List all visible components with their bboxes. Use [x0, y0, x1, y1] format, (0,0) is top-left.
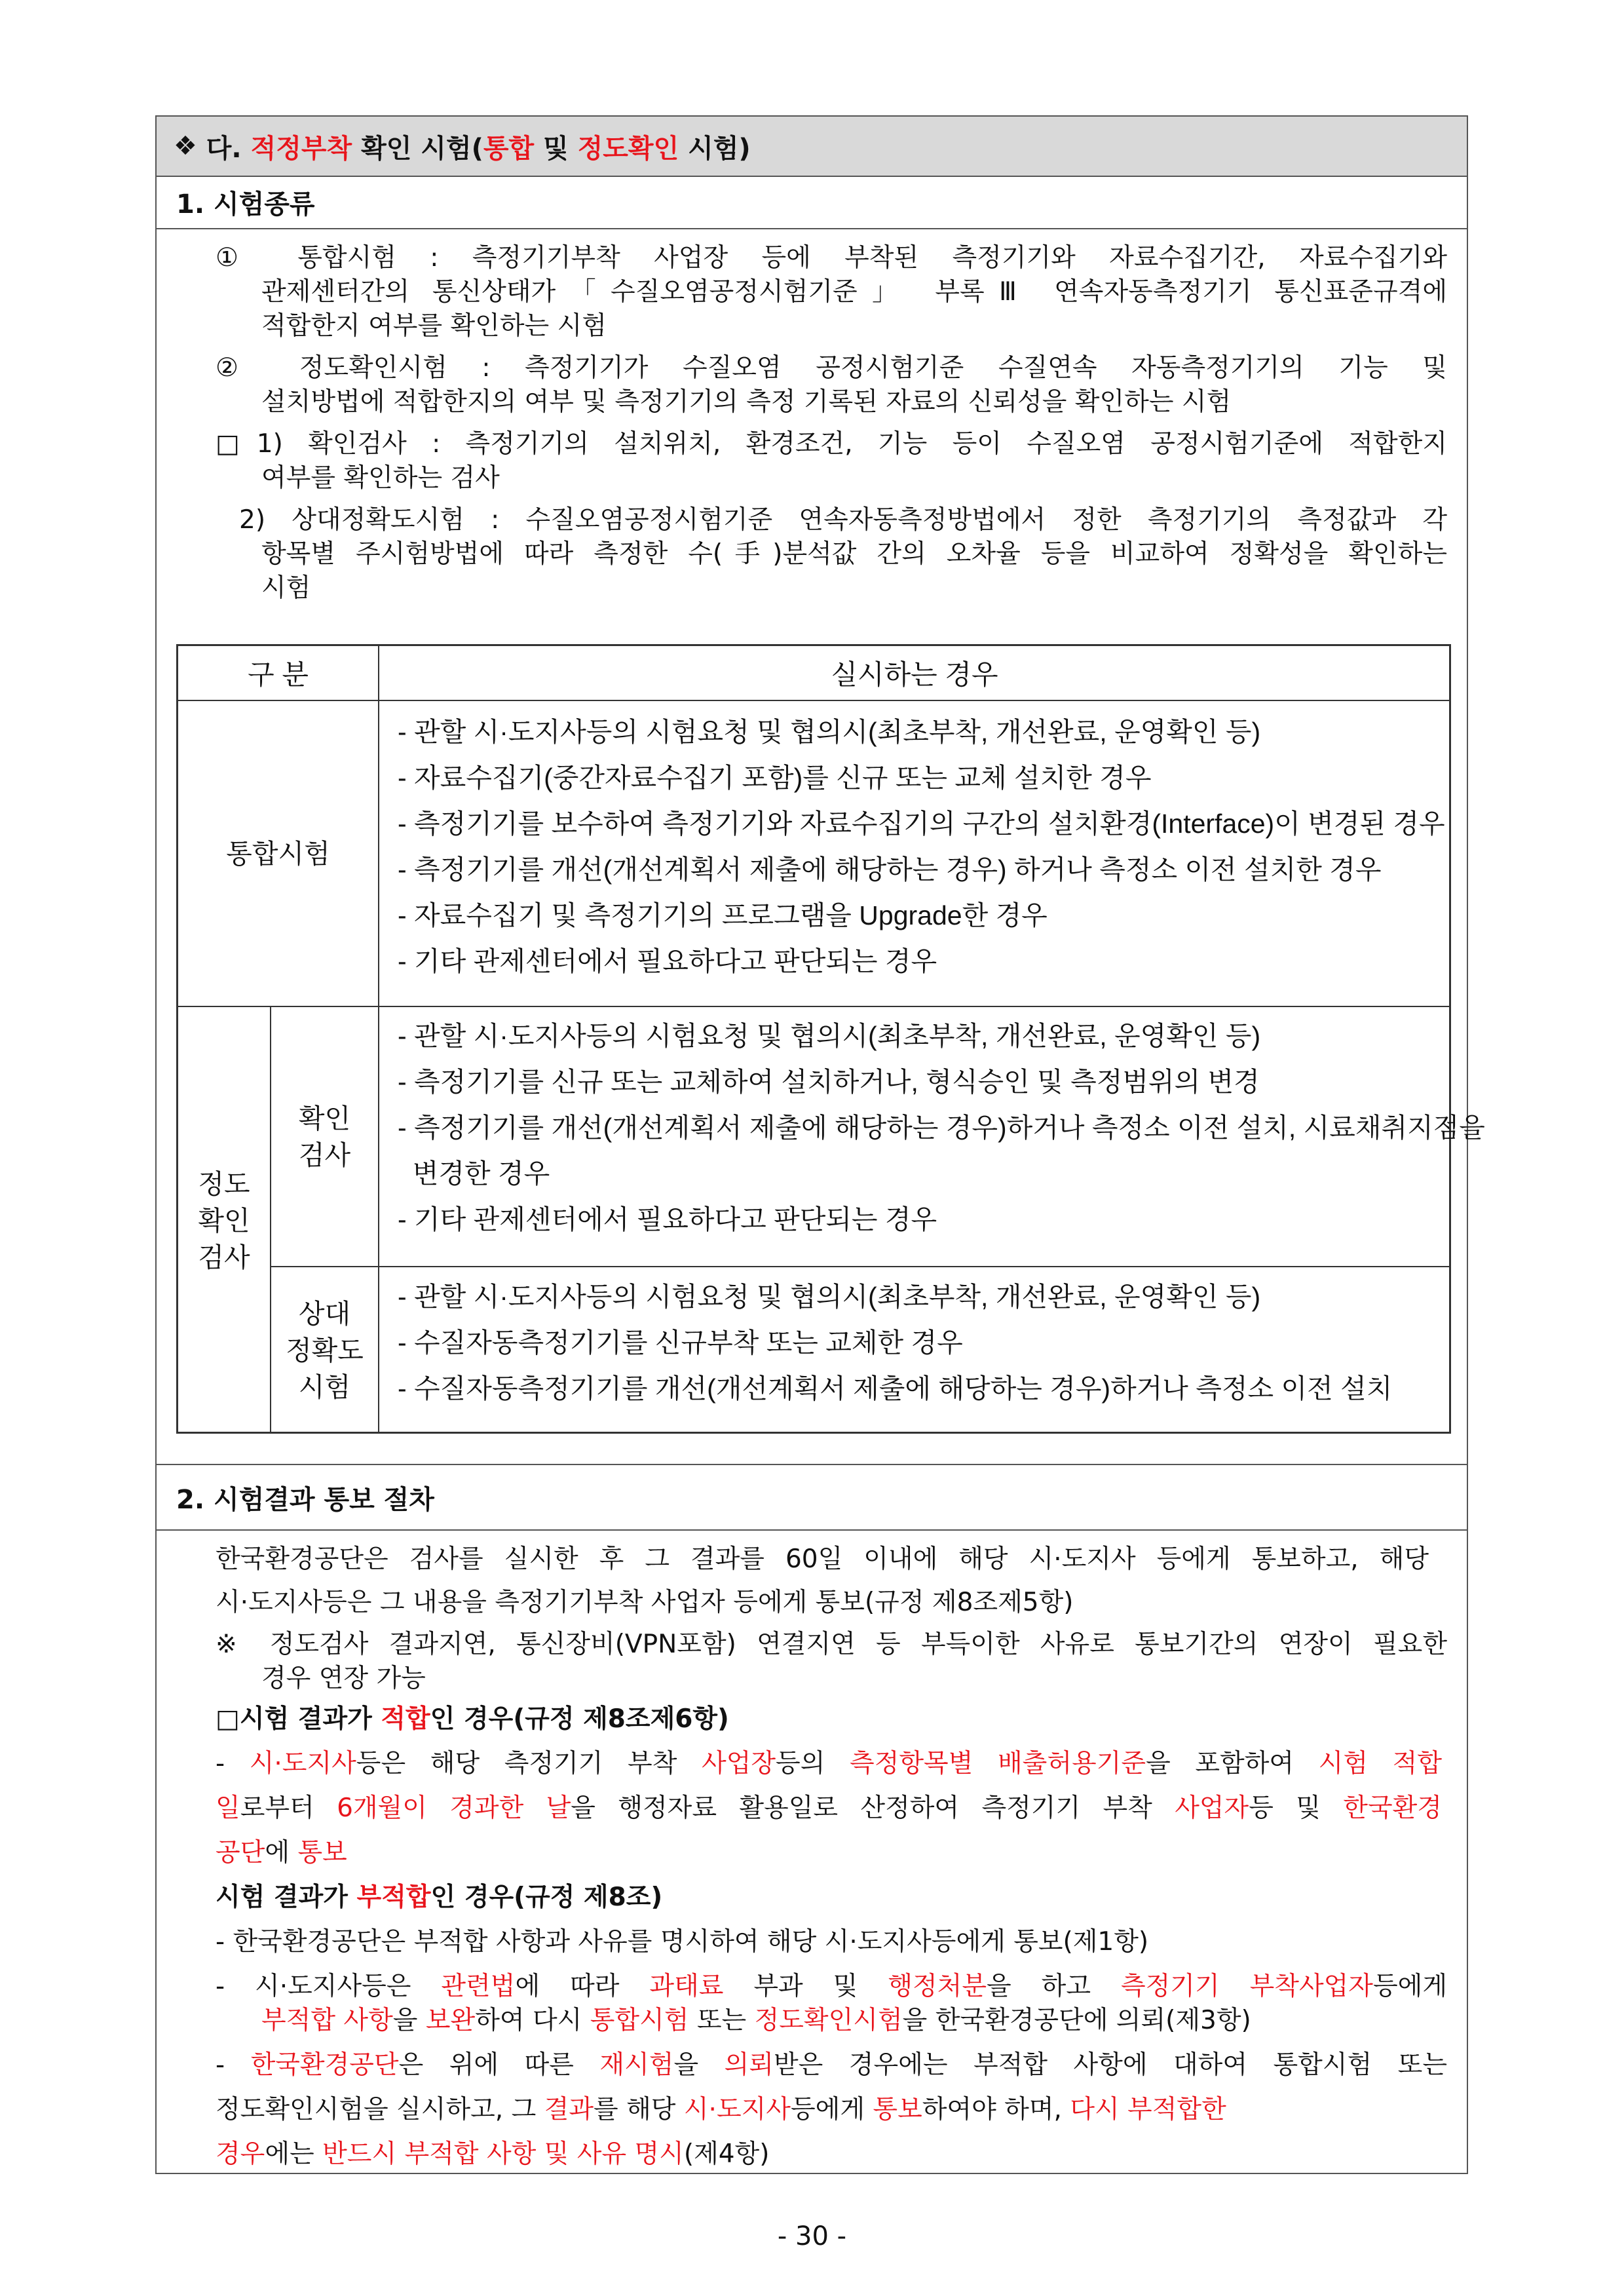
item1-line1: ① 통합시험 : 측정기기부착 사업장 등에 부착된 측정기기와 자료수집기간, 자료수집기와 — [216, 243, 1447, 273]
text-run: 에 따라 — [515, 1972, 650, 2001]
text-run-highlight: 과태료 — [649, 1972, 724, 2001]
text-run: 을 한국환경공단에 의뢰(제3항) — [902, 2006, 1251, 2035]
row-label-verification — [271, 1007, 378, 1266]
pass-line2 — [216, 1791, 1442, 1826]
label-line: 검사 — [198, 1242, 250, 1272]
sub2-line2: 항목별 주시험방법에 따라 측정한 수(手)분석값 간의 오차율 등을 비교하여 정확성을 확인하는 — [261, 539, 1447, 569]
sub1-line2: 여부를 확인하는 검사 — [261, 463, 500, 493]
text-run: 을 — [673, 2050, 725, 2080]
text-run-highlight: 경우 — [216, 2139, 265, 2169]
list-item: - 측정기기를 보수하여 측정기기와 자료수집기의 구간의 설치환경(Interface)이 변경된 경우 — [398, 809, 1445, 839]
fail-item3-line2 — [216, 2093, 1226, 2127]
text-run: 등의 — [776, 1749, 850, 1778]
divider — [157, 228, 1467, 229]
integrated-cases — [379, 709, 1447, 984]
text-run: 을 하고 — [987, 1972, 1121, 2001]
text-run-highlight: 일 — [216, 1793, 240, 1823]
text-run-highlight: 6개월이 경과한 날 — [337, 1793, 571, 1823]
text-run-highlight: 보완 — [425, 2006, 476, 2035]
fail-item3-line3 — [216, 2137, 769, 2172]
text-run: 을 — [392, 2006, 426, 2035]
section2-title: 2. 시험결과 통보 절차 — [176, 1484, 434, 1515]
diamond-bullet-icon: ❖ — [174, 131, 197, 161]
header-prefix: 다. — [206, 133, 242, 164]
col-header-cases: 실시하는 경우 — [831, 659, 998, 690]
text-run: 또는 — [689, 2006, 755, 2035]
text-run: 은 위에 따른 — [398, 2050, 600, 2080]
text-run-highlight: 결과 — [544, 2095, 594, 2124]
header-text: 확인 시험( — [361, 133, 483, 164]
pass-heading-text: □시험 결과가 — [216, 1704, 381, 1734]
list-item: - 자료수집기(중간자료수집기 포함)를 신규 또는 교체 설치한 경우 — [398, 763, 1152, 793]
section-header — [157, 117, 1467, 177]
header-keyword-attachment: 적정부착 — [250, 133, 352, 164]
fail-heading — [216, 1881, 662, 1915]
notice-line2: 시·도지사등은 그 내용을 측정기기부착 사업자 등에게 통보(규정 제8조제5항) — [216, 1588, 1074, 1617]
text-run: 등 및 — [1249, 1793, 1344, 1823]
list-item: - 수질자동측정기기를 개선(개선계획서 제출에 해당하는 경우)하거나 측정소 이전 설치 — [398, 1373, 1393, 1404]
text-run: 정도확인시험을 실시하고, 그 — [216, 2095, 544, 2124]
text-run: 부과 및 — [723, 1972, 888, 2001]
text-run: - — [216, 1749, 250, 1778]
list-item: - 관할 시·도지사등의 시험요청 및 협의시(최초부착, 개선완료, 운영확인 등) — [398, 1282, 1261, 1312]
sub2-line1: 2) 상대정확도시험 : 수질오염공정시험기준 연속자동측정방법에서 정한 측정기기의 측정값과 각 — [239, 505, 1447, 535]
item2-line2: 설치방법에 적합한지의 여부 및 측정기기의 측정 기록된 자료의 신뢰성을 확인하는 시험 — [261, 387, 1232, 417]
text-run: 로부터 — [240, 1793, 337, 1823]
text-run: 에는 — [265, 2139, 323, 2169]
fail-heading-keyword: 부적합 — [356, 1883, 431, 1912]
text-run-highlight: 반드시 부적합 사항 및 사유 명시 — [322, 2139, 684, 2169]
list-item: - 관할 시·도지사등의 시험요청 및 협의시(최초부착, 개선완료, 운영확인 등) — [398, 1021, 1261, 1051]
text-run-highlight: 다시 부적합한 — [1070, 2095, 1226, 2124]
verification-cases — [379, 1013, 1485, 1242]
header-keyword-accuracy: 정도확인 — [577, 133, 679, 164]
note-line2: 경우 연장 가능 — [261, 1664, 426, 1693]
text-run: 을 포함하여 — [1146, 1749, 1319, 1778]
item2-line1: ② 정도확인시험 : 측정기기가 수질오염 공정시험기준 수질연속 자동측정기기의 기능 및 — [216, 353, 1447, 383]
text-run-highlight: 시·도지사 — [249, 1749, 356, 1778]
section1-title: 1. 시험종류 — [176, 189, 315, 220]
text-run: 등은 해당 측정기기 부착 — [356, 1749, 702, 1778]
list-item: - 수질자동측정기기를 신규부착 또는 교체한 경우 — [398, 1328, 963, 1358]
test-cases-table — [176, 644, 1485, 1434]
pass-line3 — [216, 1836, 347, 1870]
sub1-line1: □1) 확인검사 : 측정기기의 설치위치, 환경조건, 기능 등이 수질오염 공정시험기준에 적합한지 — [216, 429, 1447, 459]
text-run-highlight: 측정항목별 배출허용기준 — [850, 1749, 1146, 1778]
row-label-relative-accuracy — [271, 1267, 378, 1434]
list-item: 변경한 경우 — [398, 1158, 550, 1189]
text-run-highlight: 의뢰 — [724, 2050, 774, 2080]
label-line: 정확도 — [286, 1335, 364, 1366]
header-suffix: 시험) — [688, 133, 751, 164]
text-run-highlight: 통보 — [297, 1838, 347, 1867]
pass-heading-suffix: 인 경우(규정 제8조제6항) — [430, 1704, 729, 1734]
text-run-highlight: 관련법 — [441, 1972, 516, 2001]
divider — [157, 1529, 1467, 1531]
text-run-highlight: 행정처분 — [888, 1972, 987, 2001]
col-header-category: 구 분 — [248, 659, 309, 690]
pass-line1 — [216, 1747, 1442, 1781]
pass-heading-keyword: 적합 — [381, 1704, 430, 1734]
list-item: - 관할 시·도지사등의 시험요청 및 협의시(최초부착, 개선완료, 운영확인 등) — [398, 717, 1261, 747]
document-frame — [155, 115, 1485, 2174]
fail-item3-line1 — [216, 2048, 1447, 2082]
list-item: - 측정기기를 개선(개선계획서 제출에 해당하는 경우)하거나 측정소 이전 설치, 시료채취지점을 — [398, 1113, 1485, 1143]
text-run-highlight: 공단 — [216, 1838, 265, 1867]
list-item: - 기타 관제센터에서 필요하다고 판단되는 경우 — [398, 946, 937, 976]
label-line: 확인 — [298, 1103, 351, 1134]
text-run: - — [216, 2050, 251, 2080]
text-run-highlight: 사업자 — [1175, 1793, 1249, 1823]
note-line1: ※ 정도검사 결과지연, 통신장비(VPN포함) 연결지연 등 부득이한 사유로 통보기간의 연장이 필요한 — [216, 1630, 1447, 1659]
list-item: - 측정기기를 개선(개선계획서 제출에 해당하는 경우) 하거나 측정소 이전 설치한 경우 — [398, 854, 1382, 885]
pass-heading — [216, 1702, 729, 1736]
text-run: (제4항) — [683, 2139, 770, 2169]
text-run-highlight: 통합시험 — [590, 2006, 689, 2035]
label-line: 상대 — [298, 1299, 351, 1329]
list-item: - 기타 관제센터에서 필요하다고 판단되는 경우 — [398, 1204, 937, 1234]
text-run-highlight: 부적합 사항 — [261, 2006, 393, 2035]
text-run-highlight: 정도확인시험 — [754, 2006, 903, 2035]
table-rule — [270, 1266, 1449, 1267]
label-line: 확인 — [198, 1205, 250, 1236]
fail-item2-line2 — [261, 2004, 1251, 2038]
label-line: 검사 — [298, 1139, 351, 1170]
row-label-accuracy-group — [178, 1007, 270, 1434]
text-run: 등에게 — [790, 2095, 873, 2124]
text-run-highlight: 한국환경 — [1343, 1793, 1442, 1823]
text-run: 하여야 하며, — [922, 2095, 1070, 2124]
header-keyword-integrated: 통합 — [483, 133, 535, 164]
label-line: 정도 — [198, 1168, 250, 1199]
sub2-line3: 시험 — [261, 573, 311, 603]
list-item: - 자료수집기 및 측정기기의 프로그램을 Upgrade한 경우 — [398, 900, 1048, 930]
text-run-highlight: 통보 — [873, 2095, 922, 2124]
text-run-highlight: 사업장 — [702, 1749, 776, 1778]
text-run: 를 해당 — [594, 2095, 684, 2124]
text-run-highlight: 재시험 — [599, 2050, 674, 2080]
item1-line2: 관제센터간의 통신상태가「수질오염공정시험기준」 부록Ⅲ 연속자동측정기기 통신표준규격에 — [261, 277, 1447, 307]
fail-item1: - 한국환경공단은 부적합 사항과 사유를 명시하여 해당 시·도지사등에게 통보(제1항) — [216, 1927, 1149, 1957]
header-and: 및 — [543, 133, 569, 164]
item1-line3: 적합한지 여부를 확인하는 시험 — [261, 311, 607, 341]
text-run: 받은 경우에는 부적합 사항에 대하여 통합시험 또는 — [773, 2050, 1447, 2080]
row-label-integrated: 통합시험 — [226, 838, 330, 869]
text-run: 하여 다시 — [475, 2006, 590, 2035]
fail-heading-suffix: 인 경우(규정 제8조) — [430, 1883, 663, 1912]
list-item: - 측정기기를 신규 또는 교체하여 설치하거나, 형식승인 및 측정범위의 변경 — [398, 1067, 1260, 1097]
label-line: 시험 — [298, 1372, 351, 1402]
text-run-highlight: 시·도지사 — [683, 2095, 791, 2124]
fail-heading-text: 시험 결과가 — [216, 1883, 357, 1912]
text-run: 에 — [265, 1838, 298, 1867]
text-run-highlight: 한국환경공단 — [250, 2050, 399, 2080]
notice-line1: 한국환경공단은 검사를 실시한 후 그 결과를 60일 이내에 해당 시·도지사 등에게 통보하고, 해당 — [216, 1544, 1429, 1574]
fail-item2-line1 — [216, 1970, 1447, 2004]
text-run: 등에게 — [1372, 1972, 1448, 2001]
text-run-highlight: 시험 적합 — [1318, 1749, 1442, 1778]
text-run-highlight: 측정기기 부착사업자 — [1120, 1972, 1373, 2001]
relative-accuracy-cases — [379, 1274, 1447, 1411]
text-run: - 시·도지사등은 — [216, 1972, 442, 2001]
page-number: - 30 - — [777, 2221, 847, 2251]
text-run: 을 행정자료 활용일로 산정하여 측정기기 부착 — [571, 1793, 1175, 1823]
